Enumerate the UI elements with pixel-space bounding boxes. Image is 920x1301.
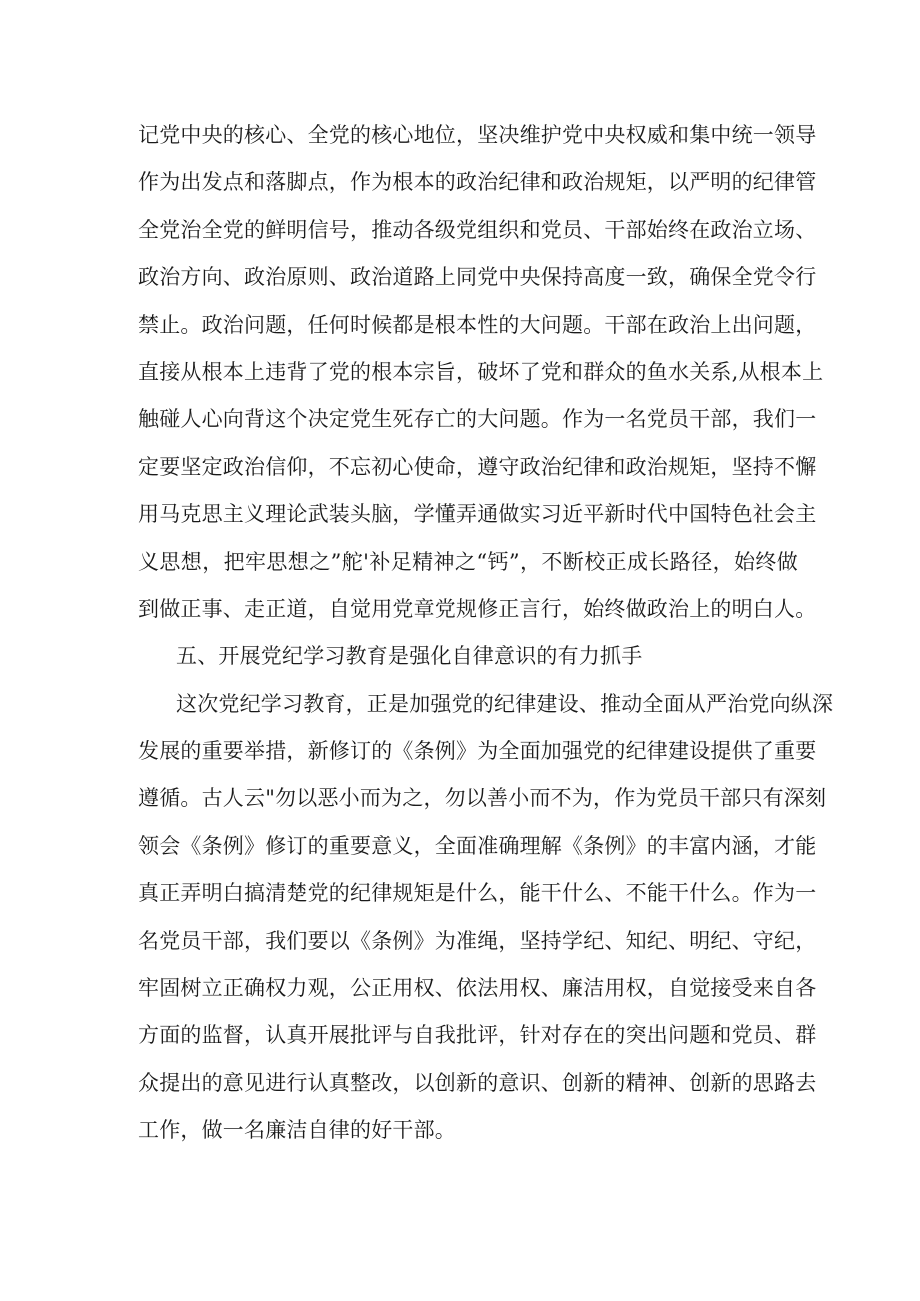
text-line: 义思想，把牢思想之”舵'补足精神之“钙”，不断校正成长路径，始终做	[138, 549, 798, 574]
text-line: 政治方向、政治原则、政治道路上同党中央保持高度一致，确保全党令行	[138, 265, 817, 290]
text-line: 直接从根本上违背了党的根本宗旨，破坏了党和群众的鱼水关系,从根本上	[138, 359, 824, 384]
text-line: 作为出发点和落脚点，作为根本的政治纪律和政治规矩，以严明的纪律管	[138, 170, 817, 195]
text-line: 工作，做一名廉洁自律的好干部。	[138, 1118, 456, 1143]
document-body	[138, 112, 834, 1155]
text-line: 禁止。政治问题，任何时候都是根本性的大问题。干部在政治上出问题，	[138, 312, 817, 337]
text-line: 名党员干部，我们要以《条例》为准绳，坚持学纪、知纪、明纪、守纪，	[138, 928, 817, 953]
text-line: 这次党纪学习教育，正是加强党的纪律建设、推动全面从严治党向纵深	[176, 691, 834, 716]
paragraph-political-discipline	[138, 112, 824, 633]
text-line: 众提出的意见进行认真整改，以创新的意识、创新的精神、创新的思路去	[138, 1070, 817, 1095]
text-line: 发展的重要举措，新修订的《条例》为全面加强党的纪律建设提供了重要	[138, 739, 817, 764]
text-line: 遵循。古人云"勿以恶小而为之，勿以善小而不为，作为党员干部只有深刻	[138, 786, 827, 811]
text-line: 用马克思主义理论武装头脑，学懂弄通做实习近平新时代中国特色社会主	[138, 502, 817, 527]
text-line: 全党治全党的鲜明信号，推动各级党组织和党员、干部始终在政治立场、	[138, 217, 817, 242]
text-line: 牢固树立正确权力观，公正用权、依法用权、廉洁用权，自觉接受来自各	[138, 976, 817, 1001]
text-line: 真正弄明白搞清楚党的纪律规矩是什么，能干什么、不能干什么。作为一	[138, 881, 817, 906]
text-line: 领会《条例》修订的重要意义，全面准确理解《条例》的丰富内涵，才能	[138, 833, 817, 858]
text-line: 触碰人心向背这个决定党生死存亡的大问题。作为一名党员干部，我们一	[138, 407, 817, 432]
text-line: 方面的监督，认真开展批评与自我批评，针对存在的突出问题和党员、群	[138, 1023, 817, 1048]
paragraph-party-discipline-education	[138, 681, 834, 1155]
section-heading: 五、开展党纪学习教育是强化自律意识的有力抓手	[176, 644, 643, 669]
text-line: 定要坚定政治信仰，不忘初心使命，遵守政治纪律和政治规矩，坚持不懈	[138, 454, 817, 479]
text-line: 到做正事、走正道，自觉用党章党规修正言行，始终做政治上的明白人。	[138, 596, 817, 621]
text-line: 记党中央的核心、全党的核心地位，坚决维护党中央权威和集中统一领导	[138, 123, 817, 147]
